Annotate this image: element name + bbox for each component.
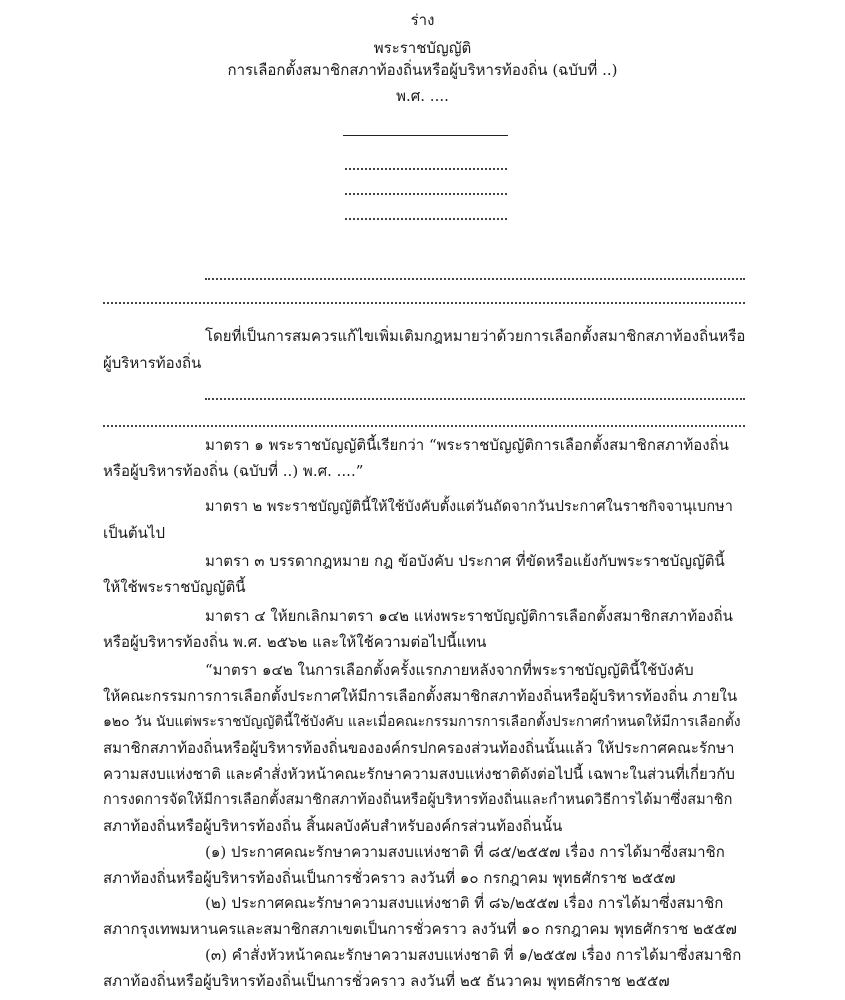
item-3-line1: (๓) คำสั่งหัวหน้าคณะรักษาความสงบแห่งชาติ ที่ ๑/๒๕๕๗ เรื่อง การได้มาซึ่งสมาชิก [205, 946, 742, 964]
preamble-line: ผู้บริหารท้องถิ่น [103, 354, 202, 372]
item-2-line1: (๒) ประกาศคณะรักษาความสงบแห่งชาติ ที่ ๘๖/๒๕๕๗ เรื่อง การได้มาซึ่งสมาชิก [205, 894, 724, 912]
section-4-line2: หรือผู้บริหารท้องถิ่น พ.ศ. ๒๕๖๒ และให้ใช้ความต่อไปนี้แทน [103, 633, 487, 651]
section-142-line: ๑๒๐ วัน นับแต่พระราชบัญญัตินี้ใช้บังคับ และเมื่อคณะกรรมการการเลือกตั้งประกาศกำหนดให้มีการเลือกตั้ง [103, 714, 741, 730]
section-3-line2: ให้ใช้พระราชบัญญัตินี้ [103, 578, 246, 596]
blank-line [103, 302, 745, 304]
section-1-line1: มาตรา ๑ พระราชบัญญัตินี้เรียกว่า “พระราชบัญญัติการเลือกตั้งสมาชิกสภาท้องถิ่น [205, 436, 729, 454]
item-3-line2: สภาท้องถิ่นหรือผู้บริหารท้องถิ่นเป็นการชั่วคราว ลงวันที่ ๒๕ ธันวาคม พุทธศักราช ๒๕๕๗ [103, 972, 670, 990]
section-2-line2: เป็นต้นไป [103, 524, 165, 542]
preamble-line: โดยที่เป็นการสมควรแก้ไขเพิ่มเติมกฎหมายว่าด้วยการเลือกตั้งสมาชิกสภาท้องถิ่นหรือ [205, 327, 746, 345]
section-2-line1: มาตรา ๒ พระราชบัญญัตินี้ให้ใช้บังคับตั้งแต่วันถัดจากวันประกาศในราชกิจจานุเบกษา [205, 499, 733, 515]
item-2-line2: สภากรุงเทพมหานครและสมาชิกสภาเขตเป็นการชั่วคราว ลงวันที่ ๑๐ กรกฎาคม พุทธศักราช ๒๕๕๗ [103, 920, 737, 938]
act-heading: พระราชบัญญัติ [373, 39, 472, 57]
draft-label: ร่าง [410, 11, 435, 29]
blank-line [345, 193, 507, 195]
blank-line [103, 425, 745, 427]
blank-line [345, 218, 507, 220]
section-142-line: ให้คณะกรรมการการเลือกตั้งประกาศให้มีการเลือกตั้งสมาชิกสภาท้องถิ่นหรือผู้บริหารท้องถิ่น ภายใน [103, 687, 738, 705]
section-142-line: สมาชิกสภาท้องถิ่นหรือผู้บริหารท้องถิ่นขององค์กรปกครองส่วนท้องถิ่นนั้นแล้ว ให้ประกาศคณะรักษา [103, 739, 735, 757]
section-142-line: การงดการจัดให้มีการเลือกตั้งสมาชิกสภาท้องถิ่นหรือผู้บริหารท้องถิ่นและกำหนดวิธีการได้มาซึ่งสมาชิก [103, 792, 733, 808]
section-142-line: สภาท้องถิ่นหรือผู้บริหารท้องถิ่น สิ้นผลบังคับสำหรับองค์กรส่วนท้องถิ่นนั้น [103, 817, 563, 835]
blank-line [205, 398, 745, 400]
blank-line [345, 168, 507, 170]
item-1-line1: (๑) ประกาศคณะรักษาความสงบแห่งชาติ ที่ ๘๕/๒๕๕๗ เรื่อง การได้มาซึ่งสมาชิก [205, 843, 725, 861]
item-1-line2: สภาท้องถิ่นหรือผู้บริหารท้องถิ่นเป็นการชั่วคราว ลงวันที่ ๑๐ กรกฎาคม พุทธศักราช ๒๕๕๗ [103, 869, 676, 887]
section-142-line: “มาตรา ๑๔๒ ในการเลือกตั้งครั้งแรกภายหลังจากที่พระราชบัญญัตินี้ใช้บังคับ [205, 661, 694, 679]
section-3-line1: มาตรา ๓ บรรดากฎหมาย กฎ ข้อบังคับ ประกาศ ที่ขัดหรือแย้งกับพระราชบัญญัตินี้ [205, 552, 725, 570]
section-1-line2: หรือผู้บริหารท้องถิ่น (ฉบับที่ ..) พ.ศ. ....” [103, 462, 364, 480]
blank-line [205, 278, 745, 280]
act-year: พ.ศ. .... [396, 87, 449, 105]
title-underline [343, 135, 508, 136]
section-4-line1: มาตรา ๔ ให้ยกเลิกมาตรา ๑๔๒ แห่งพระราชบัญญัติการเลือกตั้งสมาชิกสภาท้องถิ่น [205, 607, 733, 625]
act-title: การเลือกตั้งสมาชิกสภาท้องถิ่นหรือผู้บริหารท้องถิ่น (ฉบับที่ ..) [227, 61, 618, 79]
section-142-line: ความสงบแห่งชาติ และคำสั่งหัวหน้าคณะรักษาความสงบแห่งชาติดังต่อไปนี้ เฉพาะในส่วนที่เกี่ยวกับ [103, 765, 735, 783]
